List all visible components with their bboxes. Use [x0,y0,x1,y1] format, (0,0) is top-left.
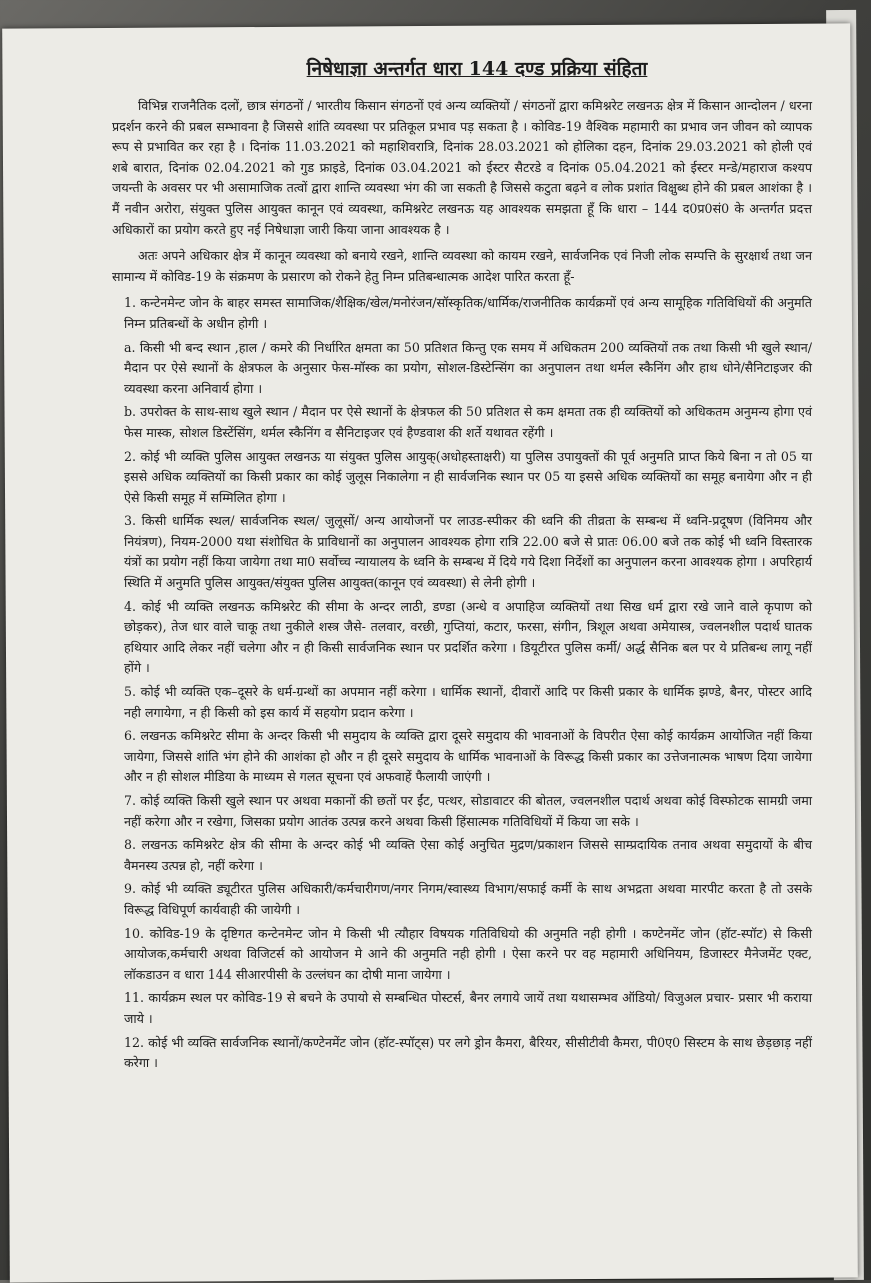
clause-12: 12. कोई भी व्यक्ति सार्वजनिक स्थानों/कण्टेनमेंट जोन (हॉट-स्पॉट्स) पर लगे ड्रोन कैमरा, बैरियर, सीसीटीवी कैमरा, पी0ए0 सिस्टम के साथ छेड़छाड़ नहीं करेगा । [124,1034,812,1071]
intro-paragraph: विभिन्न राजनैतिक दलों, छात्र संगठनों / भारतीय किसान संगठनों एवं अन्य व्यक्तियों / संगठनों द्वारा कमिश्नरेट लखनऊ क्षेत्र में किसान आन्दोलन / धरना प्रदर्शन करने की प्रबल सम्भावना है जिससे शांति व्यवस्था पर प्रतिकूल प्रभाव पड़ सकता है । कोविड-19 वैश्विक महामारी का प्रभाव जन जीवन को व्यापक रूप से प्रभावित कर रहा है । दिनांक 11.03.2021 को महाशिवरात्रि, दिनांक 28.03.2021 को होलिका दहन, दिनांक 29.03.2021 को होली एवं शबे बारात, दिनांक 02.04.2021 को गुड फ्राइडे, दिनांक 03.04.2021 को ईस्टर सैटरडे व दिनांक 05.04.2021 को ईस्टर मन्डे/महाराज कश्यप जयन्ती के अवसर पर भी असामाजिक तत्वों द्वारा शान्ति व्यवस्था भंग की जा सकती है जिससे कटुता बढ़ने व लोक प्रशांत विक्षुब्ध होने की प्रबल आशंका है । मैं नवीन अरोरा, संयुक्त पुलिस आयुक्त कानून एवं व्यवस्था, कमिश्नरेट लखनऊ यह आवश्यक समझता हूँ कि धारा – 144 द0प्र0सं0 के अन्तर्गत प्रदत्त अधिकारों का प्रयोग करते हुए नई निषेधाज्ञा जारी किया जाना आवश्यक है । [112,98,812,237]
clause-9: 9. कोई भी व्यक्ति ड्यूटीरत पुलिस अधिकारी/कर्मचारीगण/नगर निगम/स्वास्थ्य विभाग/सफाई कर्मी के साथ अभद्रता अथवा मारपीट करता है तो उसके विरूद्ध विधिपूर्ण कार्यवाही की जायेगी । [124,881,812,917]
clause-3: 3. किसी धार्मिक स्थल/ सार्वजनिक स्थल/ जुलूसों/ अन्य आयोजनों पर लाउड-स्पीकर की ध्वनि की तीव्रता के सम्बन्ध में ध्वनि-प्रदूषण (विनिमय और नियंत्रण), नियम-2000 यथा संशोधित के प्राविधानों का अनुपालन आवश्यक होगा रात्रि 22.00 बजे से प्रातः 06.00 बजे तक कोई भी ध्वनि विस्तारक यंत्रों का प्रयोग नहीं किया जायेगा तथा मा0 सर्वोच्च न्यायालय के ध्वनि के सम्बन्ध में दिये गये दिशा निर्देशों का अनुपालन करना आवश्यक होगा । अपरिहार्य स्थिति में अनुमति पुलिस आयुक्त/संयुक्त पुलिस आयुक्त(कानून एवं व्यवस्था) से लेनी होगी । [124,513,812,591]
clause-5: 5. कोई भी व्यक्ति एक–दूसरे के धर्म-ग्रन्थों का अपमान नहीं करेगा । धार्मिक स्थानों, दीवारों आदि पर किसी प्रकार के धार्मिक झण्डे, बैनर, पोस्टर आदि नही लगायेगा, न ही किसी को इस कार्य में सहयोग प्रदान करेगा । [124,684,812,720]
order-intro-paragraph: अतः अपने अधिकार क्षेत्र में कानून व्यवस्था को बनाये रखने, शान्ति व्यवस्था को कायम रखने, सार्वजनिक एवं निजी लोक सम्पत्ति के सुरक्षार्थ तथा जन सामान्य में कोविड-19 के संक्रमण के प्रसारण को रोकने हेतु निम्न प्रतिबन्धात्मक आदेश पारित करता हूँ- [112,248,812,284]
document-title: निषेधाज्ञा अन्तर्गत धारा 144 दण्ड प्रक्रिया संहिता [306,58,648,80]
clause-1b: b. उपरोक्त के साथ-साथ खुले स्थान / मैदान पर ऐसे स्थानों के क्षेत्रफल की 50 प्रतिशत से कम क्षमता तक ही व्यक्तियों को अधिकतम अनुमन्य होगा एवं फेस मास्क, सोशल डिस्टेंसिंग, थर्मल स्कैनिंग व सैनिटाइजर एवं हैण्डवाश की शर्ते यथावत रहेंगी । [124,404,812,440]
clause-4: 4. कोई भी व्यक्ति लखनऊ कमिश्नरेट की सीमा के अन्दर लाठी, डण्डा (अन्धे व अपाहिज व्यक्तियों तथा सिख धर्म द्वारा रखे जाने वाले कृपाण को छोड़कर), तेज धार वाले चाकू तथा नुकीले शस्त्र जैसे- तलवार, वरछी, गुप्तियां, कटार, फरसा, संगीन, त्रिशूल अथवा अमेयास्त्र, ज्वलनशील पदार्थ घातक हथियार आदि लेकर नहीं चलेगा और न ही किसी सार्वजनिक स्थान पर प्रदर्शित करेगा । डियूटीरत पुलिस कर्मी/ अर्द्ध सैनिक बल पर ये प्रतिबन्ध लागू नहीं होंगे । [124,598,812,676]
clause-1a: a. किसी भी बन्द स्थान ,हाल / कमरे की निर्धारित क्षमता का 50 प्रतिशत किन्तु एक समय में अधिकतम 200 व्यक्तियों तक तथा किसी भी खुले स्थान/मैदान पर ऐसे स्थानों के क्षेत्रफल के अनुसार फेस-मॉस्क का प्रयोग, सोशल-डिस्टेन्सिंग का अनुपालन तथा थर्मल स्कैनिंग और हाथ धोने/सैनिटाइजर की व्यवस्था करना अनिवार्य होगा । [124,339,812,396]
clause-2: 2. कोई भी व्यक्ति पुलिस आयुक्त लखनऊ या संयुक्त पुलिस आयुक्(अधोहस्ताक्षरी) या पुलिस उपायुक्तों की पूर्व अनुमति प्राप्त किये बिना न तो 05 या इससे अधिक व्यक्तियों का किसी प्रकार का कोई जुलूस निकालेगा न ही सार्वजनिक स्थान पर 05 या इससे अधिक व्यक्तियों का समूह बनायेगा और न ही ऐसे किसी समूह में सम्मिलित होगा । [124,448,812,505]
clause-1: 1. कन्टेनमेन्ट जोन के बाहर समस्त सामाजिक/शैक्षिक/खेल/मनोरंजन/सॉस्कृतिक/धार्मिक/राजनीतिक कार्यक्रमों एवं अन्य सामूहिक गतिविधियों की अनुमति निम्न प्रतिबन्धों के अधीन होगी । [124,295,812,331]
clause-8: 8. लखनऊ कमिश्नरेट क्षेत्र की सीमा के अन्दर कोई भी व्यक्ति ऐसा कोई अनुचित मुद्रण/प्रकाशन जिससे साम्प्रदायिक तनाव अथवा समुदायों के बीच वैमनस्य उत्पन्न हो, नहीं करेगा । [124,837,812,873]
clause-11: 11. कार्यक्रम स्थल पर कोविड-19 से बचने के उपायो से सम्बन्धित पोस्टर्स, बैनर लगाये जायें तथा यथासम्भव ऑडियो/ विजुअल प्रचार- प्रसार भी कराया जाये । [124,990,812,1026]
document-body [112,56,812,1077]
clause-7: 7. कोई व्यक्ति किसी खुले स्थान पर अथवा मकानों की छतों पर ईंट, पत्थर, सोडावाटर की बोतल, ज्वलनशील पदार्थ अथवा कोई विस्फोटक सामग्री जमा नहीं करेगा और न रखेगा, जिसका प्रयोग आतंक उत्पन्न करने अथवा किसी हिंसात्मक गतिविधियों में किया जा सके । [124,793,812,829]
clause-10: 10. कोविड-19 के दृष्टिगत कन्टेनमेन्ट जोन मे किसी भी त्यौहार विषयक गतिविधियो की अनुमति नही होगी । कण्टेनमेंट जोन (हॉट-स्पॉट) से किसी आयोजक,कर्मचारी अथवा विजिटर्स को आयोजन मे आने की अनुमति नही होगी । ऐसा करने पर वह महामारी अधिनियम, डिजास्टर मैनेजमेंट एक्ट, लॉकडाउन व धारा 144 सीआरपीसी के उल्लंघन का दोषी माना जायेगा । [124,925,812,982]
clause-6: 6. लखनऊ कमिश्नरेट सीमा के अन्दर किसी भी समुदाय के व्यक्ति द्वारा दूसरे समुदाय की भावनाओं के विपरीत ऐसा कोई कार्यक्रम आयोजित नहीं किया जायेगा, जिससे शांति भंग होने की आशंका हो और न ही दूसरे समुदाय के धार्मिक भावनाओं के विरूद्ध किसी प्रकार का उत्तेजनात्मक भाषण दिया जायेगा और न ही सोशल मीडिया के माध्यम से गलत सूचना एवं अफवाहें फैलायी जाएंगी । [124,728,812,785]
